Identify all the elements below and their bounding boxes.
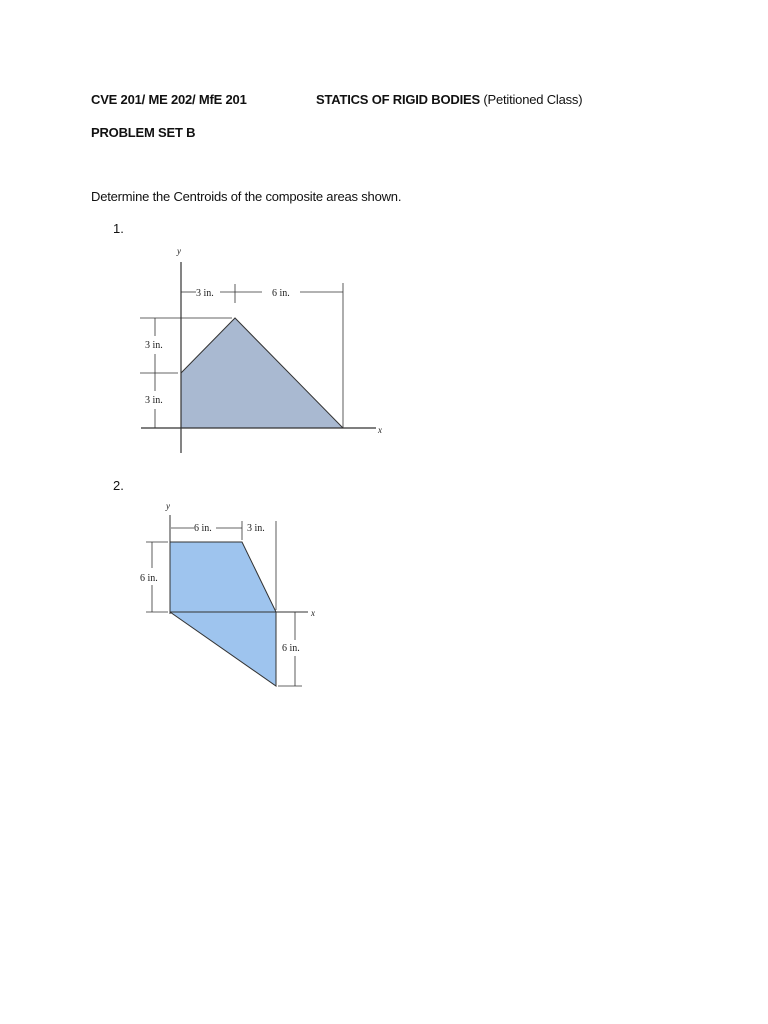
figure-1-x-label: x (378, 425, 382, 435)
course-title-note: (Petitioned Class) (479, 92, 583, 107)
figure-2-dim-left: 6 in. (140, 573, 158, 584)
figure-2-shape (170, 542, 276, 686)
figure-2-dim-top-left: 6 in. (194, 523, 212, 534)
figure-2-y-label: y (166, 501, 170, 511)
course-title-main: STATICS OF RIGID BODIES (316, 92, 480, 107)
instructions-text: Determine the Centroids of the composite areas shown. (91, 189, 402, 204)
figure-2-dim-top-right: 3 in. (247, 523, 265, 534)
problem-set-heading: PROBLEM SET B (91, 125, 196, 140)
figure-2-x-label: x (311, 608, 315, 618)
figure-1-y-label: y (177, 246, 181, 256)
course-codes: CVE 201/ ME 202/ MfE 201 (91, 92, 247, 107)
problem-number-2: 2. (113, 478, 124, 493)
figure-1-dim-top-right: 6 in. (272, 288, 290, 299)
figure-1-dim-left-upper: 3 in. (145, 340, 163, 351)
figure-1-dim-left-lower: 3 in. (145, 395, 163, 406)
figure-1-dim-top-left: 3 in. (196, 288, 214, 299)
problem-number-1: 1. (113, 221, 124, 236)
figure-2-dim-right: 6 in. (282, 643, 300, 654)
